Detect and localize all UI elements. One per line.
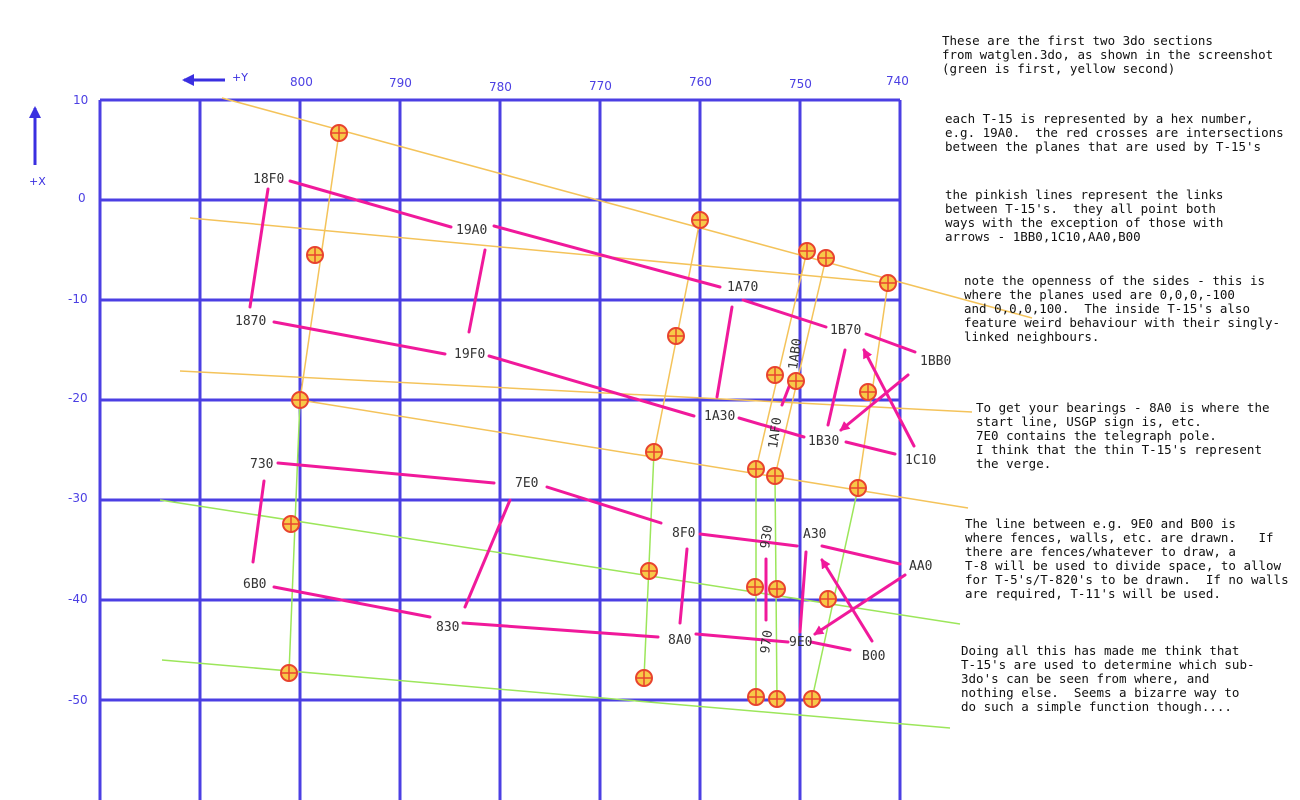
intersection-cross (818, 250, 834, 266)
link-line (290, 181, 451, 227)
intersection-cross (747, 579, 763, 595)
link-line (278, 463, 494, 483)
x-tick-label: -30 (68, 491, 88, 505)
node-label-9E0: 9E0 (789, 635, 813, 650)
y-tick-label: 750 (789, 77, 812, 91)
intersection-cross (880, 275, 896, 291)
intersection-cross (668, 328, 684, 344)
node-label-1A30: 1A30 (704, 409, 736, 424)
intersection-cross (283, 516, 299, 532)
y-tick-label: 780 (489, 80, 512, 94)
intersection-cross (799, 243, 815, 259)
node-label-19A0: 19A0 (456, 223, 488, 238)
intersection-cross (767, 367, 783, 383)
y-tick-label: 800 (290, 75, 313, 89)
intersection-cross (692, 212, 708, 228)
node-label-1AB0: 1AB0 (786, 337, 806, 371)
node-label-AA0: AA0 (909, 559, 933, 574)
intersection-cross (748, 689, 764, 705)
intersection-cross (788, 373, 804, 389)
link-line (494, 226, 720, 287)
node-label-1AF0: 1AF0 (766, 416, 786, 450)
node-label-1BB0: 1BB0 (920, 354, 952, 369)
note-sections: These are the first two 3do sections from watglen.3do, as shown in the screenshot (green is first, yellow second) (942, 33, 1274, 76)
node-label-1B30: 1B30 (808, 434, 840, 449)
intersection-cross (748, 461, 764, 477)
green-plane-line (160, 500, 960, 624)
node-label-1C10: 1C10 (905, 453, 937, 468)
node-label-1B70: 1B70 (830, 323, 862, 338)
link-line (680, 549, 687, 623)
intersection-cross (307, 247, 323, 263)
link-line (822, 546, 900, 564)
x-direction-label: +X (29, 175, 46, 188)
intersection-cross (641, 563, 657, 579)
intersection-cross (636, 670, 652, 686)
y-tick-label: 770 (589, 79, 612, 93)
x-tick-label: 0 (78, 191, 86, 205)
intersection-cross (769, 691, 785, 707)
y-tick-label: 740 (886, 74, 909, 88)
link-line (253, 481, 264, 562)
node-label-A30: A30 (803, 527, 827, 542)
y-tick-label: 760 (689, 75, 712, 89)
node-label-7E0: 7E0 (515, 476, 539, 491)
note-open-sides: note the openness of the sides - this is where the planes used are 0,0,0,-100 and 0,0,0,100. The inside T-15's also feature weird behaviour with their singly- linked neighbours. (964, 273, 1281, 344)
y-tick-label: 790 (389, 76, 412, 90)
intersection-cross (281, 665, 297, 681)
node-label-6B0: 6B0 (243, 577, 267, 592)
link-line (700, 534, 797, 546)
link-line (250, 189, 268, 307)
intersection-cross (769, 581, 785, 597)
intersection-cross (850, 480, 866, 496)
intersection-cross (331, 125, 347, 141)
note-fences: The line between e.g. 9E0 and B00 is where fences, walls, etc. are drawn. If there are fences/whatever to draw, a T-8 will be used to divide space, to allow for T-5's/T-820's to be drawn. If no walls are required, T-11's will be used. (965, 516, 1289, 601)
green-plane-line (162, 660, 950, 728)
note-pink-links: the pinkish lines represent the links between T-15's. they all point both ways with the exception of those with arrows - 1BB0,1C10,AA0,B00 (945, 187, 1224, 244)
x-tick-label: -20 (68, 391, 88, 405)
link-line (717, 307, 732, 397)
yellow-plane-line (300, 133, 339, 400)
node-label-830: 830 (436, 620, 460, 635)
intersection-cross (820, 591, 836, 607)
green-plane-line (289, 400, 300, 673)
green-section-planes (160, 400, 960, 728)
node-label-930: 930 (758, 524, 777, 550)
link-line (274, 587, 430, 617)
link-line (463, 623, 658, 637)
node-label-730: 730 (250, 457, 274, 472)
intersection-cross (804, 691, 820, 707)
node-label-19F0: 19F0 (454, 347, 486, 362)
node-label-1A70: 1A70 (727, 280, 759, 295)
link-line (469, 250, 485, 332)
intersection-cross (767, 468, 783, 484)
intersection-crosses (281, 125, 896, 707)
link-line (828, 350, 845, 425)
node-label-B00: B00 (862, 649, 886, 664)
node-label-8F0: 8F0 (672, 526, 696, 541)
arrow-link-1BB0 (841, 375, 908, 430)
yellow-section-planes (180, 98, 1032, 508)
link-line (846, 442, 895, 454)
note-conclusion: Doing all this has made me think that T-15's are used to determine which sub- 3do's can be seen from where, and nothing else. Seems a bizarre way to do such a simple function though.... (961, 643, 1255, 714)
note-bearings: To get your bearings - 8A0 is where the start line, USGP sign is, etc. 7E0 contains the telegraph pole. I think that the thin T-15's represent the verge. (976, 400, 1270, 471)
intersection-cross (646, 444, 662, 460)
y-direction-label: +Y (232, 71, 248, 84)
x-tick-label: -40 (68, 592, 88, 606)
node-label-970: 970 (758, 629, 777, 655)
x-tick-label: -50 (68, 693, 88, 707)
link-line (547, 487, 661, 523)
intersection-cross (860, 384, 876, 400)
node-label-8A0: 8A0 (668, 633, 692, 648)
x-tick-label: -10 (68, 292, 88, 306)
x-tick-label: 10 (73, 93, 89, 107)
link-line (811, 642, 850, 650)
node-label-1870: 1870 (235, 314, 267, 329)
node-label-18F0: 18F0 (253, 172, 285, 187)
note-hex-numbers: each T-15 is represented by a hex number, e.g. 19A0. the red crosses are intersections between the planes that are used by T-15's (945, 111, 1284, 154)
intersection-cross (292, 392, 308, 408)
link-line (489, 356, 694, 416)
link-line (866, 334, 915, 352)
